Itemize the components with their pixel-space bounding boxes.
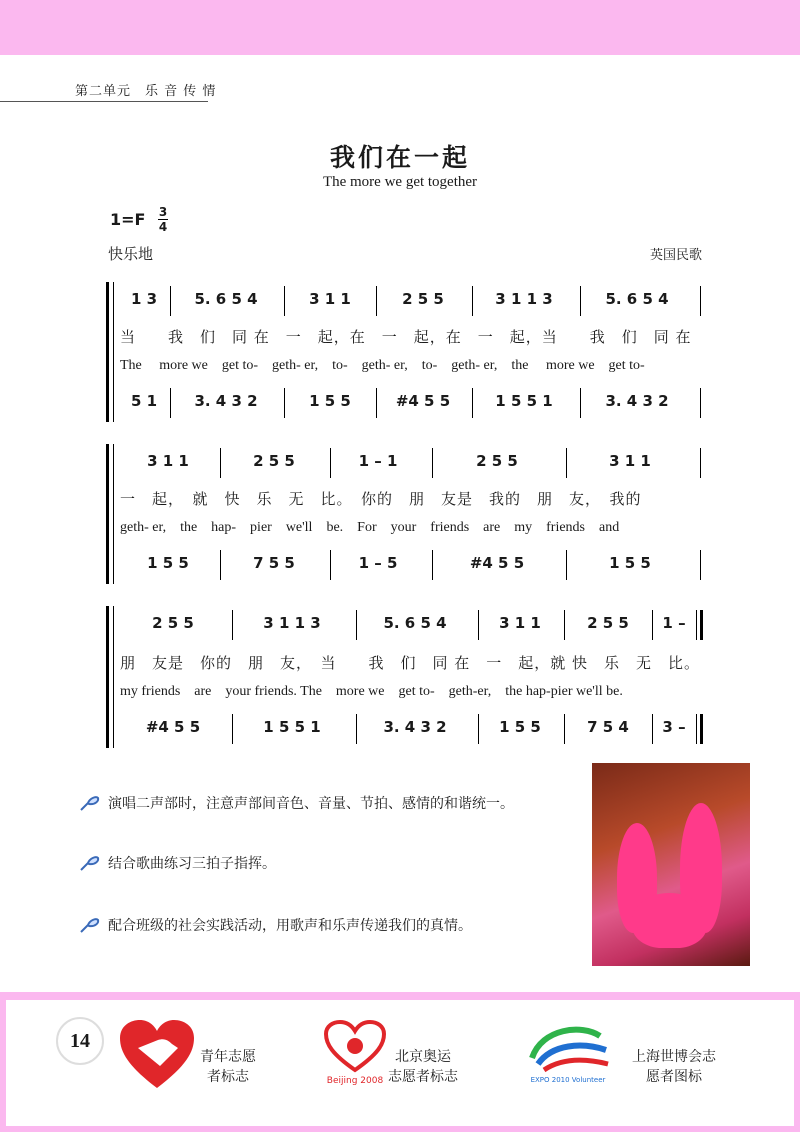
- song-subtitle: The more we get together: [322, 174, 478, 190]
- logo-caption-beijing: [388, 1047, 458, 1087]
- song-title: 我们在一起: [329, 143, 470, 172]
- unit-header: 第二单元 乐 音 传 情: [75, 84, 217, 99]
- caption-line: 青年志愿: [200, 1049, 256, 1065]
- measure: 1 5 5 1: [263, 718, 321, 736]
- score-system-2: [106, 444, 706, 584]
- measure: 3. 4 3 2: [605, 392, 669, 410]
- tip-item: [78, 792, 514, 814]
- caption-line: 志愿者标志: [388, 1069, 458, 1085]
- measure: #4 5 5: [145, 718, 201, 736]
- measure: 1 5 5: [609, 554, 651, 572]
- expo-mark-text: EXPO 2010 Volunteer: [530, 1076, 606, 1084]
- dancers-photo: [592, 763, 750, 966]
- measure: 1 5 5: [147, 554, 189, 572]
- measure: 1 5 5: [499, 718, 541, 736]
- score-system-1: [106, 282, 706, 422]
- time-signature: [158, 206, 168, 233]
- horn-icon: [78, 914, 100, 936]
- lower-voice: [106, 550, 706, 580]
- upper-voice: [106, 448, 706, 478]
- tempo-marking: 快乐地: [108, 245, 154, 263]
- measure: 5. 6 5 4: [194, 290, 258, 308]
- tip-text: 结合歌曲练习三拍子指挥。: [108, 856, 276, 872]
- measure: 5. 6 5 4: [383, 614, 447, 632]
- measure: 1 5 5: [309, 392, 351, 410]
- header-rule: [0, 101, 208, 102]
- lower-voice: [106, 714, 706, 744]
- measure: 3. 4 3 2: [383, 718, 447, 736]
- key-signature: 1=F: [110, 210, 146, 229]
- time-sig-bottom: 4: [158, 220, 168, 234]
- top-band: [0, 0, 800, 55]
- measure: 3 –: [662, 718, 686, 736]
- measure: 1 –: [662, 614, 686, 632]
- song-origin: 英国民歌: [649, 248, 702, 263]
- measure: 2 5 5: [476, 452, 518, 470]
- measure: 5 1: [130, 392, 158, 410]
- measure: 7 5 4: [587, 718, 629, 736]
- measure: 2 5 5: [253, 452, 295, 470]
- measure: 3 1 1 3: [495, 290, 553, 308]
- lyrics-chinese: 朋 友是 你的 朋 友， 当 我 们 同 在 一 起，就 快 乐 无 比。: [120, 654, 701, 672]
- logo-caption-youth: [200, 1047, 256, 1087]
- measure: 5. 6 5 4: [605, 290, 669, 308]
- horn-icon: [78, 852, 100, 874]
- lyrics-chinese: 一 起， 就 快 乐 无 比。 你的 朋 友是 我的 朋 友， 我的: [120, 490, 642, 508]
- page-number: 14: [56, 1017, 104, 1065]
- measure: 3. 4 3 2: [194, 392, 258, 410]
- tip-text: 配合班级的社会实践活动，用歌声和乐声传递我们的真情。: [108, 918, 472, 934]
- upper-voice: [106, 286, 706, 316]
- tip-text: 演唱二声部时，注意声部间音色、音量、节拍、感情的和谐统一。: [108, 796, 514, 812]
- lyrics-english: my friends are your friends. The more we get to- geth-er, the hap-pier we'll be.: [120, 684, 623, 699]
- beijing-olympic-volunteer-logo: [324, 1020, 386, 1086]
- measure: 7 5 5: [253, 554, 295, 572]
- measure: 2 5 5: [152, 614, 194, 632]
- measure: #4 5 5: [469, 554, 525, 572]
- lyrics-english: The more we get to- geth- er, to- geth- er, to- geth- er, the more we get to-: [120, 358, 645, 373]
- measure: 2 5 5: [402, 290, 444, 308]
- caption-line: 上海世博会志: [632, 1049, 716, 1065]
- lower-voice: [106, 388, 706, 418]
- measure: 1 5 5 1: [495, 392, 553, 410]
- beijing-mark-text: Beijing 2008: [326, 1076, 384, 1086]
- time-sig-top: 3: [158, 205, 168, 219]
- measure: 3 1 1: [309, 290, 351, 308]
- measure: 1 3: [130, 290, 158, 308]
- horn-icon: [78, 792, 100, 814]
- logo-caption-expo: [632, 1047, 716, 1087]
- caption-line: 愿者图标: [646, 1069, 702, 1085]
- measure: 3 1 1 3: [263, 614, 321, 632]
- tip-item: [78, 914, 472, 936]
- measure: 2 5 5: [587, 614, 629, 632]
- measure: 3 1 1: [499, 614, 541, 632]
- lyrics-chinese: 当 我 们 同 在 一 起，在 一 起，在 一 起，当 我 们 同 在: [120, 328, 692, 346]
- measure: 3 1 1: [609, 452, 651, 470]
- measure: 1 – 1: [358, 452, 398, 470]
- lyrics-english: geth- er, the hap- pier we'll be. For your friends are my friends and: [120, 520, 620, 535]
- measure: 1 – 5: [358, 554, 398, 572]
- caption-line: 北京奥运: [395, 1049, 451, 1065]
- youth-volunteer-logo: [118, 1018, 196, 1090]
- upper-voice: [106, 610, 706, 640]
- shanghai-expo-volunteer-logo: [522, 1018, 614, 1086]
- measure: 3 1 1: [147, 452, 189, 470]
- score-system-3: [106, 606, 706, 748]
- tip-item: [78, 852, 276, 874]
- measure: #4 5 5: [395, 392, 451, 410]
- caption-line: 者标志: [207, 1069, 249, 1085]
